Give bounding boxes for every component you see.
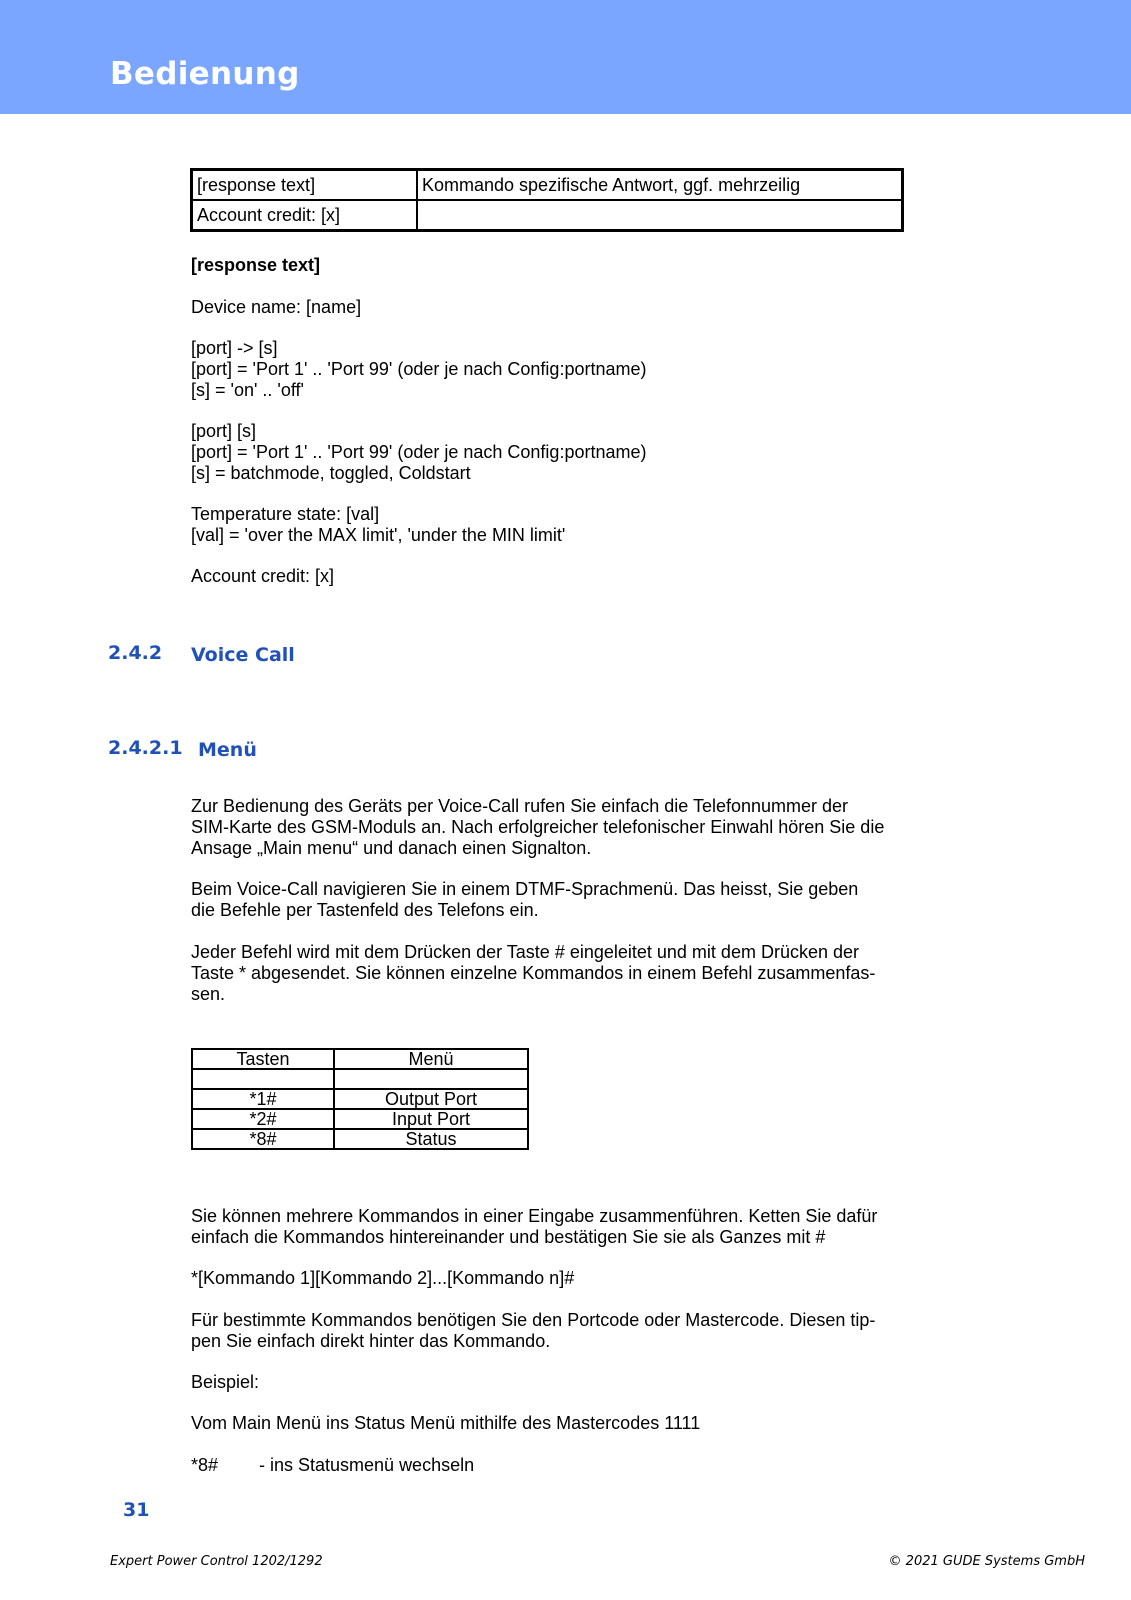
paragraph-line: die Befehle per Tastenfeld des Telefons ein.: [191, 900, 539, 920]
column-header: Menü: [334, 1049, 528, 1069]
text-line: [port] [s]: [191, 421, 257, 441]
table-cell: Kommando spezifische Antwort, ggf. mehrzeilig: [417, 170, 903, 201]
table-row: [192, 1069, 528, 1089]
paragraph-line: Ansage „Main menu“ und danach einen Signalton.: [191, 838, 592, 858]
text-line: [val] = 'over the MAX limit', 'under the MIN limit': [191, 525, 566, 545]
table-cell: Status: [334, 1129, 528, 1149]
paragraph-line: Beim Voice-Call navigieren Sie in einem DTMF-Sprachmenü. Das heisst, Sie geben: [191, 879, 859, 899]
table-cell: [334, 1069, 528, 1089]
text-line: Account credit: [x]: [191, 566, 335, 586]
section-title: Voice Call: [191, 644, 295, 666]
paragraph-line: Zur Bedienung des Geräts per Voice-Call rufen Sie einfach die Telefonnummer der: [191, 796, 849, 816]
example-description: - ins Statusmenü wechseln: [259, 1455, 475, 1475]
paragraph-line: pen Sie einfach direkt hinter das Kommando.: [191, 1331, 551, 1351]
table-cell: Input Port: [334, 1109, 528, 1129]
section-number: 2.4.2: [108, 642, 163, 664]
command-syntax: *[Kommando 1][Kommando 2]...[Kommando n]#: [191, 1268, 575, 1288]
response-text-heading: [response text]: [191, 255, 321, 275]
text-line: [port] = 'Port 1' .. 'Port 99' (oder je nach Config:portname): [191, 442, 647, 462]
response-table: [190, 168, 904, 232]
paragraph-line: einfach die Kommandos hintereinander und bestätigen Sie sie als Ganzes mit #: [191, 1227, 826, 1247]
paragraph-line: SIM-Karte des GSM-Moduls an. Nach erfolgreicher telefonischer Einwahl hören Sie die: [191, 817, 885, 837]
page-number: 31: [123, 1499, 150, 1521]
text-line: [s] = batchmode, toggled, Coldstart: [191, 463, 471, 483]
table-cell: *8#: [192, 1129, 334, 1149]
device-name-line: Device name: [name]: [191, 297, 362, 317]
column-header: Tasten: [192, 1049, 334, 1069]
table-cell: *1#: [192, 1089, 334, 1109]
keys-table: [191, 1048, 529, 1150]
table-row: [192, 1089, 528, 1109]
chapter-title: Bedienung: [110, 56, 300, 92]
table-cell: [192, 1069, 334, 1089]
paragraph-line: sen.: [191, 984, 226, 1004]
table-row: [192, 170, 903, 201]
table-cell: [response text]: [192, 170, 418, 201]
table-cell: Output Port: [334, 1089, 528, 1109]
footer-left: Expert Power Control 1202/1292: [110, 1554, 323, 1569]
subsection-title: Menü: [198, 739, 257, 761]
paragraph-line: Vom Main Menü ins Status Menü mithilfe des Mastercodes 1111: [191, 1413, 701, 1433]
table-header-row: [192, 1049, 528, 1069]
text-line: [s] = 'on' .. 'off': [191, 380, 304, 400]
table-cell: [417, 200, 903, 231]
example-label: Beispiel:: [191, 1372, 260, 1392]
text-line: Temperature state: [val]: [191, 504, 380, 524]
table-row: [192, 1109, 528, 1129]
table-row: [192, 1129, 528, 1149]
text-line: [port] -> [s]: [191, 338, 278, 358]
paragraph-line: Taste * abgesendet. Sie können einzelne Kommandos in einem Befehl zusammenfas-: [191, 963, 876, 983]
table-row: [192, 200, 903, 231]
table-cell: Account credit: [x]: [192, 200, 418, 231]
subsection-number: 2.4.2.1: [108, 737, 183, 759]
table-cell: *2#: [192, 1109, 334, 1129]
paragraph-line: Sie können mehrere Kommandos in einer Eingabe zusammenführen. Ketten Sie dafür: [191, 1206, 878, 1226]
paragraph-line: Jeder Befehl wird mit dem Drücken der Taste # eingeleitet und mit dem Drücken der: [191, 942, 859, 962]
paragraph-line: Für bestimmte Kommandos benötigen Sie den Portcode oder Mastercode. Diesen tip-: [191, 1310, 876, 1330]
footer-right: © 2021 GUDE Systems GmbH: [888, 1554, 1085, 1569]
example-code: *8#: [191, 1455, 219, 1475]
page-header-bar: [0, 0, 1131, 114]
text-line: [port] = 'Port 1' .. 'Port 99' (oder je nach Config:portname): [191, 359, 647, 379]
